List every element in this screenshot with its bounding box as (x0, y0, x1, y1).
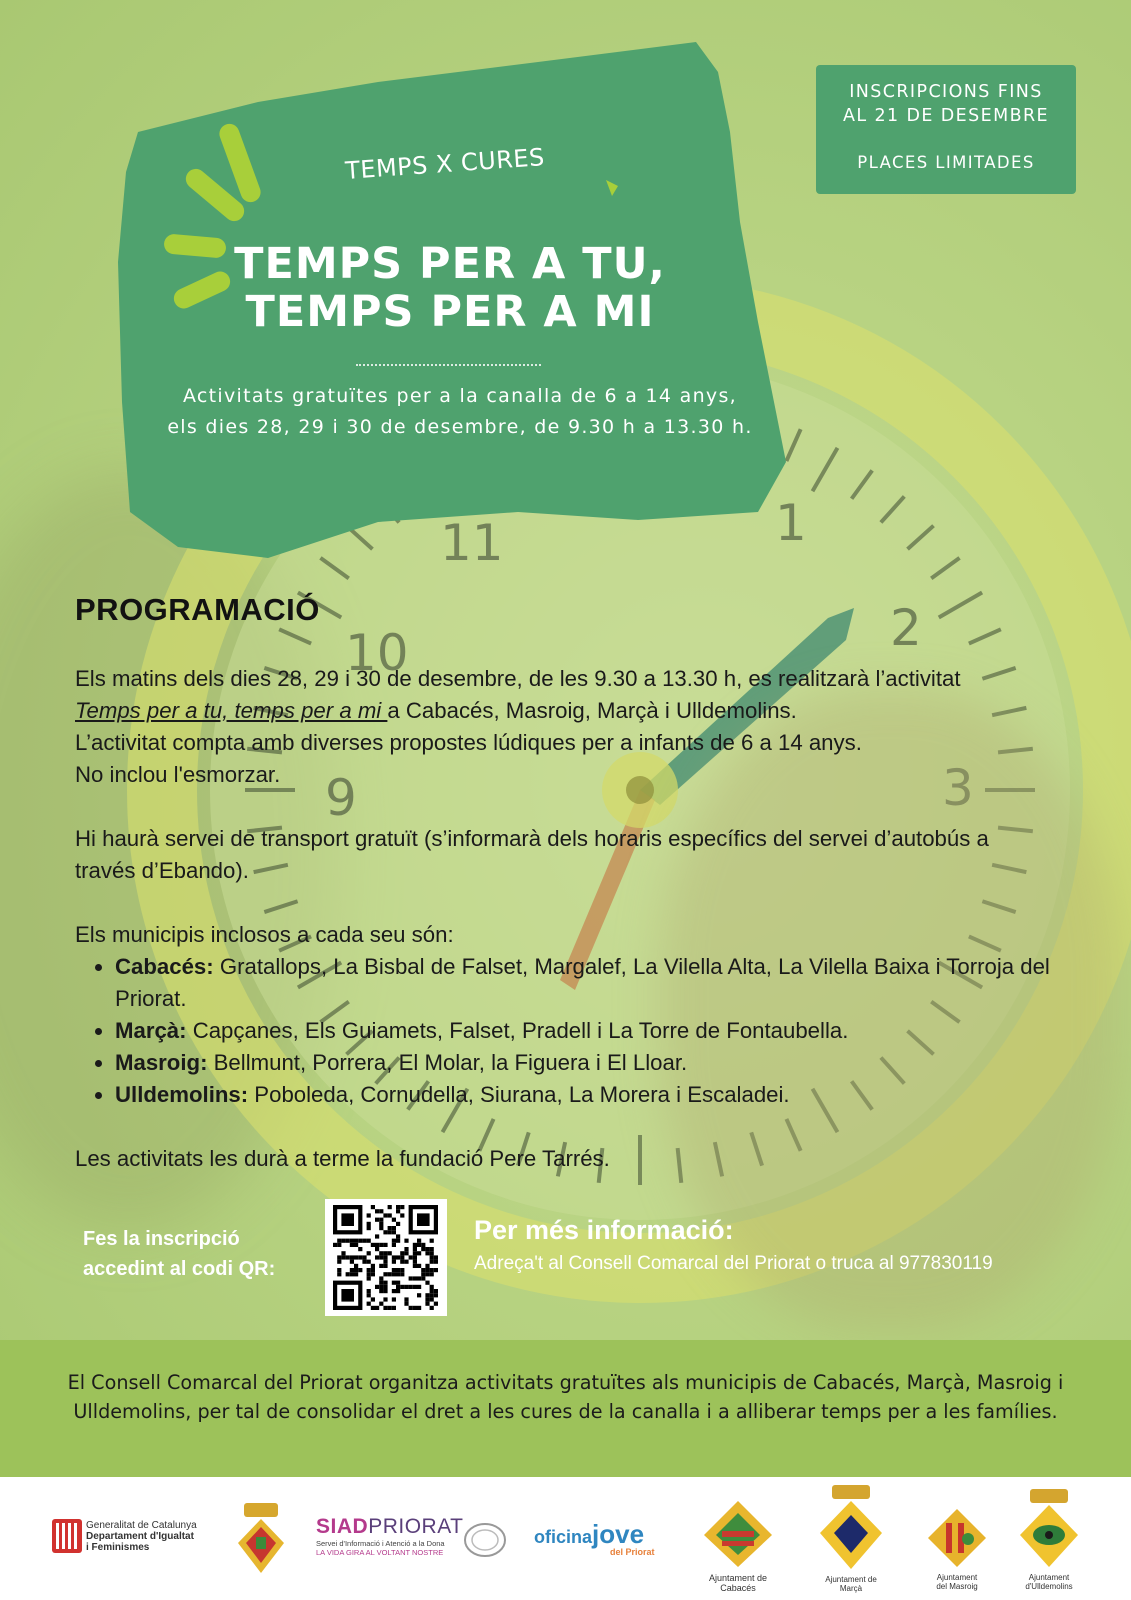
shield-crest-icon (236, 1503, 286, 1575)
sponsor-logo-bar (0, 1477, 1131, 1600)
ajuntament-masroig-logo (924, 1507, 990, 1591)
cabaces-shield-icon (700, 1497, 776, 1569)
list-item (115, 951, 1050, 1015)
oficina-text: oficina (534, 1527, 593, 1547)
siad-priorat-logo (316, 1515, 516, 1557)
list-item (115, 1079, 1050, 1111)
clock-numeral-11: 11 (440, 514, 504, 572)
generalitat-text-2: Departament d'Igualtat (86, 1531, 194, 1542)
deadline-line-2: AL 21 DE DESEMBRE (842, 106, 1050, 126)
siad-brand: SIAD (316, 1515, 369, 1538)
subtitle (130, 381, 790, 443)
qr-label-line-2: accedint al codi QR: (83, 1258, 276, 1280)
title-line-2: TEMPS PER A MI (245, 287, 655, 337)
deadline-badge (816, 65, 1076, 194)
qr-code-icon (325, 1199, 447, 1316)
clock-numeral-2: 2 (890, 599, 922, 657)
deadline-line-1: INSCRIPCIONS FINS (849, 82, 1043, 102)
ulldemolins-label-1: Ajuntament (1028, 1573, 1070, 1582)
siad-tagline: LA VIDA GIRA AL VOLTANT NOSTRE (316, 1548, 444, 1557)
generalitat-text-1: Generalitat de Catalunya (86, 1520, 197, 1531)
list-item (115, 1047, 1050, 1079)
paragraph-schedule (75, 663, 1085, 791)
seat-name: Cabacés: (115, 954, 214, 979)
generalitat-logo (52, 1519, 197, 1557)
clock-numeral-1: 1 (775, 494, 807, 552)
oficina-subtitle: del Priorat (610, 1547, 655, 1557)
page-title (150, 240, 750, 336)
seat-towns: Bellmunt, Porrera, El Molar, la Figuera i El Lloar. (207, 1050, 688, 1075)
registration-qr-code[interactable] (325, 1199, 447, 1316)
deadline-line-3: PLACES LIMITADES (857, 153, 1035, 172)
schedule-text: Els matins dels dies 28, 29 i 30 de desembre, de les 9.30 a 13.30 h, es realitzarà l’activitat (75, 666, 961, 691)
generalitat-text-3: i Feminismes (86, 1542, 150, 1553)
generalitat-emblem-icon (52, 1519, 82, 1553)
masroig-label-1: Ajuntament (936, 1573, 978, 1582)
seat-name: Masroig: (115, 1050, 208, 1075)
cabaces-label-2: Cabacés (720, 1583, 756, 1593)
cabaces-label-1: Ajuntament de (708, 1573, 768, 1583)
section-title-programacio: PROGRAMACIÓ (75, 592, 320, 627)
ajuntament-marca-logo (818, 1485, 884, 1593)
marca-label-2: Marçà (839, 1584, 863, 1593)
info-contact: Adreça't al Consell Comarcal del Priorat o truca al 977830119 (474, 1253, 993, 1274)
subtitle-line-2: els dies 28, 29 i 30 de desembre, de 9.30 h a 13.30 h. (167, 416, 753, 438)
ulldemolins-label-2: d'Ulldemolins (1025, 1582, 1073, 1591)
marca-label-1: Ajuntament de (825, 1575, 877, 1584)
activity-name: Temps per a tu, temps per a mi (75, 698, 388, 723)
siad-subtitle: Servei d'Informació i Atenció a la Dona (316, 1539, 445, 1548)
list-item (115, 1015, 1050, 1047)
seat-name: Marçà: (115, 1018, 187, 1043)
title-divider (356, 364, 541, 366)
consell-comarcal-logo (236, 1503, 286, 1579)
clock-numeral-10: 10 (345, 624, 409, 682)
programacio-body (75, 663, 1085, 1175)
ulldemolins-shield-icon (1016, 1489, 1082, 1569)
siad-stamp-icon (462, 1521, 508, 1559)
municipalities-list (75, 951, 1050, 1111)
paragraph-municipalities-intro: Els municipis inclosos a cada seu són: (75, 922, 454, 947)
paragraph-transport: Hi haurà servei de transport gratuït (s’informarà dels horaris específics del servei d’autobús a través d’Ebando). (75, 826, 989, 883)
jove-text: jove (592, 1519, 645, 1549)
decor-triangle-icon (606, 180, 624, 198)
oficina-jove-logo (534, 1519, 674, 1557)
ajuntament-cabaces-logo (700, 1497, 776, 1593)
qr-instructions (83, 1224, 275, 1284)
paragraph-organizer: Les activitats les durà a terme la fundació Pere Tarrés. (75, 1146, 610, 1171)
title-line-1: TEMPS PER A TU, (234, 239, 666, 289)
masroig-shield-icon (924, 1507, 990, 1569)
qr-label-line-1: Fes la inscripció (83, 1228, 240, 1250)
masroig-label-2: del Masroig (936, 1582, 978, 1591)
clock-numeral-3: 3 (942, 759, 974, 817)
campaign-kicker: TEMPS X CURES (344, 143, 546, 185)
seat-name: Ulldemolins: (115, 1082, 249, 1107)
seat-towns: Capçanes, Els Guiamets, Falset, Pradell i La Torre de Fontaubella. (186, 1018, 849, 1043)
ajuntament-ulldemolins-logo (1016, 1489, 1082, 1591)
priorat-brand: PRIORAT (368, 1515, 464, 1538)
seat-towns: Gratallops, La Bisbal de Falset, Margalef, La Vilella Alta, La Vilella Baixa i Torroja del Priorat. (115, 954, 1050, 1011)
breakfast-note: No inclou l'esmorzar. (75, 762, 281, 787)
footer-statement: El Consell Comarcal del Priorat organitza activitats gratuïtes als municipis de Cabacés, Marçà, Masroig i Ulldemolins, per tal de consolidar el dret a les cures de la canalla i a alliberar temps per a les famílies. (67, 1371, 1064, 1423)
info-heading: Per més informació: (474, 1215, 734, 1245)
marca-shield-icon (818, 1485, 884, 1571)
activity-description: L’activitat compta amb diverses propostes lúdiques per a infants de 6 a 14 anys. (75, 730, 862, 755)
seat-towns: Poboleda, Cornudella, Siurana, La Morera i Escaladei. (248, 1082, 790, 1107)
subtitle-line-1: Activitats gratuïtes per a la canalla de 6 a 14 anys, (182, 385, 738, 407)
clock-numeral-9: 9 (325, 769, 357, 827)
schedule-locations: a Cabacés, Masroig, Marçà i Ulldemolins. (387, 698, 797, 723)
